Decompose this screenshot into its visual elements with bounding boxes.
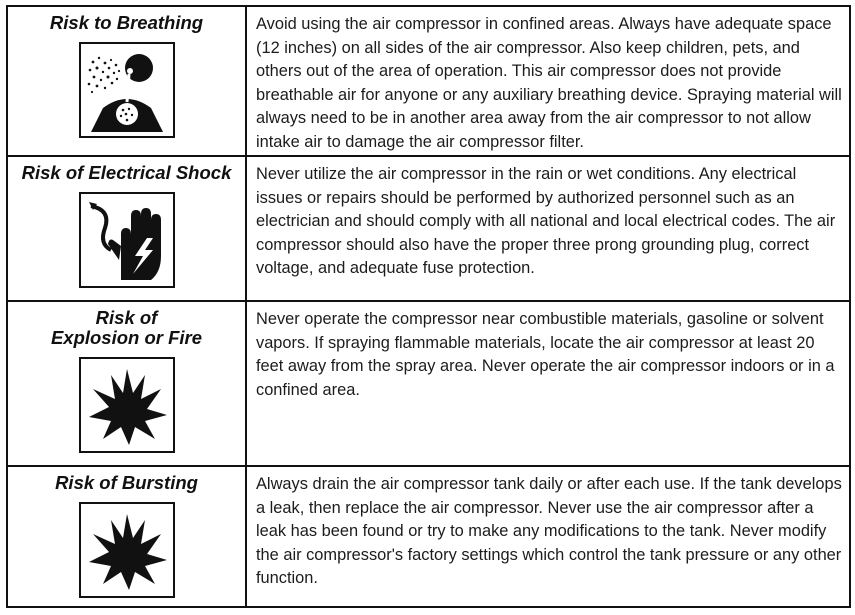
risk-description-cell — [246, 301, 850, 466]
risk-description: Always drain the air compressor tank daily or after each use. If the tank develops a leak, then replace the air compressor. Never use the air compressor after a leak has been found or try to make any modifications to the tank. Never modify the air compressor's factory settings which control the tank pressure or any other function. — [256, 475, 842, 588]
risk-description: Avoid using the air compressor in confined areas. Always have adequate space (12 inches) on all sides of the air compressor. Also keep children, pets, and others out of the area of operation. This air compressor does not provide breathable air for anyone or any auxiliary breathing device. Spraying material will always need to be in another area away from the air compressor to not allow intake air to damage the air compressor filter. — [256, 15, 842, 151]
bursting-icon — [79, 502, 175, 598]
risk-label-cell — [7, 466, 246, 607]
risk-label-cell — [7, 156, 246, 301]
risk-title: Risk of Explosion or Fire — [50, 307, 203, 348]
explosion-icon — [79, 357, 175, 453]
risk-description-cell — [246, 156, 850, 301]
table-row — [7, 156, 850, 301]
risk-description-cell — [246, 466, 850, 607]
risk-title: Risk of Electrical Shock — [21, 162, 232, 183]
electrical-shock-icon — [79, 192, 175, 288]
risk-description: Never operate the compressor near combustible materials, gasoline or solvent vapors. If spraying flammable materials, locate the air compressor at least 20 feet away from the spray area. Never operate the air compressor indoors or in a confined area. — [256, 310, 835, 399]
risk-title: Risk to Breathing — [49, 12, 204, 33]
breathing-hazard-icon — [79, 42, 175, 138]
risk-label-cell — [7, 301, 246, 466]
table-row — [7, 6, 850, 156]
table-row — [7, 301, 850, 466]
risk-title: Risk of Bursting — [55, 472, 198, 493]
risk-table — [6, 5, 851, 608]
table-row — [7, 466, 850, 607]
risk-description: Never utilize the air compressor in the rain or wet conditions. Any electrical issues or repairs should be performed by authorized personnel such as an electrician and should comply with all national and local electrical codes. The air compressor should also have the proper three prong grounding plug, correct voltage, and adequate fuse protection. — [256, 165, 836, 278]
risk-description-cell — [246, 6, 850, 156]
risk-label-cell — [7, 6, 246, 156]
